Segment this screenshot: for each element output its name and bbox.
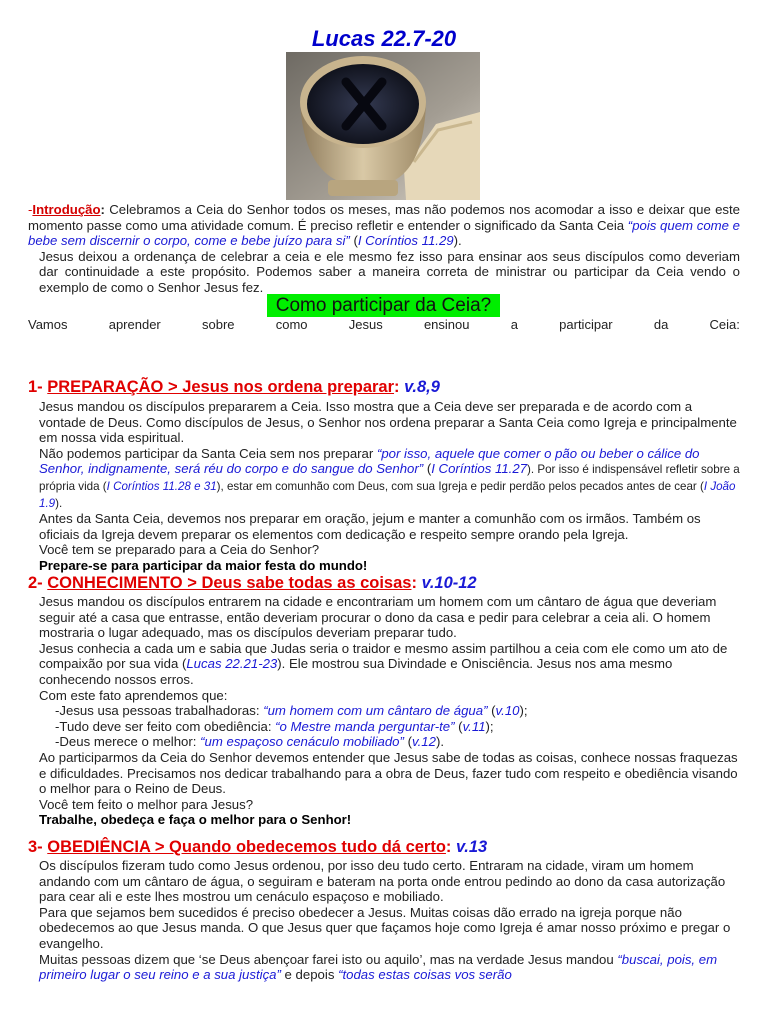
s2-exhortation: Trabalhe, obedeça e faça o melhor para o Senhor!: [39, 812, 352, 828]
s3-paragraph-2: Para que sejamos bem sucedidos é preciso obedecer a Jesus. Muitas coisas dão errado na igreja porque não obedecemos ao que Jesus manda. O que Jesus quer que façamos hoje como Igreja é amar nosso próximo e pregar o evangelho.: [39, 904, 731, 951]
s2-p2-text: Jesus conhecia a cada um e sabia que Judas seria o traidor e mesmo assim partilhou a ceia com ele como um ato de compaixão por sua vida (: [39, 640, 728, 672]
list-ref: v.10: [495, 703, 520, 719]
learn-word: da: [653, 317, 669, 332]
s2-p2-text-2: ). Ele mostrou sua Divindade e Onisciência. Jesus nos ama mesmo conhecendo nossos erros.: [39, 656, 673, 687]
s1-p2-ref-1: I Coríntios 11.27: [431, 461, 528, 477]
learn-word: aprender: [108, 317, 161, 332]
highlight-heading: Como participar da Ceia?: [267, 294, 500, 317]
section-title: OBEDIÊNCIA > Quando obedecemos tudo dá certo: [47, 838, 446, 856]
intro-ref-close: ).: [453, 233, 462, 249]
s2-list-item: [28, 719, 740, 735]
intro-text: Celebramos a Ceia do Senhor todos os meses, mas não podemos nos acomodar a isso e deixar que este momento passe como uma atividade comum. É preciso refletir e entender o significado da Santa Ceia: [28, 202, 740, 233]
s1-p2-text-3: ), estar em comunhão com Deus, com sua Igreja e pedir perdão pelos pecados antes de cear (: [216, 479, 704, 493]
section-2-heading: [28, 574, 477, 593]
intro-paragraph: [28, 202, 740, 296]
s2-question: Você tem feito o melhor para Jesus?: [39, 796, 254, 812]
section-colon: :: [394, 378, 405, 396]
list-ref-close: );: [519, 703, 528, 719]
s1-p2-close: ).: [55, 496, 63, 510]
section-2-body: [28, 594, 740, 828]
intro-colon: :: [100, 202, 105, 217]
s3-paragraph-3: [28, 952, 740, 983]
s1-p2-text-2: ). Por isso é indispensável refletir sobre a própria vida (: [39, 463, 740, 493]
s2-list-intro: Com este fato aprendemos que:: [39, 687, 228, 703]
learn-word: Jesus: [348, 317, 383, 332]
s1-question: Você tem se preparado para a Ceia do Senhor?: [39, 542, 320, 558]
list-ref: v.11: [462, 718, 486, 734]
list-ref-close: ).: [435, 734, 444, 750]
learn-word: Vamos: [28, 317, 68, 332]
list-text: -Jesus usa pessoas trabalhadoras:: [55, 703, 264, 719]
s1-p2-ref-3: I João 1.9: [39, 479, 736, 510]
s2-p2-ref: Lucas 22.21-23: [186, 656, 278, 672]
list-quote: “um homem com um cântaro de água”: [263, 703, 488, 719]
s2-list-item: [28, 703, 740, 719]
section-verse: v.8,9: [404, 378, 440, 396]
list-text: -Tudo deve ser feito com obediência:: [55, 718, 276, 734]
section-title: CONHECIMENTO > Deus sabe todas as coisas: [47, 574, 412, 592]
learn-line: [28, 317, 740, 332]
intro-paragraph-2: Jesus deixou a ordenança de celebrar a ceia e ele mesmo fez isso para ensinar aos seus discípulos como deveriam dar continuidade a este propósito. Podemos saber a maneira correta de ministrar ou participar da Ceia vendo o exemplo de como o Senhor Jesus fez.: [39, 248, 740, 295]
list-ref-close: );: [485, 718, 494, 734]
s3-p3-text: Muitas pessoas dizem que ‘se Deus abençoar farei isto ou aquilo’, mas na verdade Jesus mandou: [39, 951, 618, 967]
s1-paragraph-2: [28, 446, 740, 511]
learn-word: sobre: [201, 317, 235, 332]
list-ref-open: (: [487, 703, 496, 719]
communion-cup-icon: [286, 52, 480, 200]
intro-ref-open: (: [349, 233, 358, 249]
page-title: Lucas 22.7-20: [311, 26, 457, 51]
s1-p2-ref-open: (: [423, 461, 432, 477]
intro-ref: I Coríntios 11.29: [357, 233, 454, 249]
s3-p3-quote-2: “todas estas coisas vos serão: [338, 967, 512, 983]
s3-p3-text-2: e depois: [280, 967, 339, 983]
s1-p2-text: Não podemos participar da Santa Ceia sem nos preparar: [39, 445, 377, 461]
list-text: -Deus merece o melhor:: [55, 734, 201, 750]
s1-paragraph-1: Jesus mandou os discípulos prepararem a Ceia. Isso mostra que a Ceia deve ser preparada e de acordo com a vontade de Deus. Como discípulos de Jesus, o Senhor nos ordena preparar a Santa Ceia como Igreja e principalmente em nossa vida espiritual.: [39, 399, 737, 446]
list-ref-open: (: [403, 734, 412, 750]
learn-word: participar: [559, 317, 613, 332]
section-number: 3-: [28, 838, 48, 856]
section-verse: v.10-12: [421, 574, 477, 592]
list-ref-open: (: [454, 718, 463, 734]
list-ref: v.12: [411, 734, 436, 750]
section-colon: :: [445, 838, 457, 856]
s3-paragraph-1: Os discípulos fizeram tudo como Jesus ordenou, por isso deu tudo certo. Entraram na cidade, viram um homem andando com um cântaro de água, o seguiram e bateram na porta onde entrou pedindo ao dono da casa autorização para cear ali e este lhes mostrou um cenáculo espaçoso e mobiliado.: [39, 858, 726, 905]
s2-list-item: [28, 734, 740, 750]
section-title: PREPARAÇÃO > Jesus nos ordena preparar: [47, 378, 395, 396]
section-colon: :: [411, 574, 422, 592]
intro-label: Introdução: [32, 202, 101, 217]
list-quote: “um espaçoso cenáculo mobiliado”: [200, 734, 404, 750]
intro-dash: -: [28, 202, 33, 217]
section-number: 2-: [28, 574, 48, 592]
s2-paragraph-1: Jesus mandou os discípulos entrarem na cidade e encontrariam um homem com um cântaro de água que deveriam seguir até a casa que entrasse, então deveriam procurar o dono da casa e pedir para celebrar a ceia ali. O homem mostraria o lugar adequado, mas os discípulos deveriam preparar tudo.: [39, 594, 717, 641]
s1-p2-ref-2: I Coríntios 11.28 e 31: [106, 479, 217, 493]
section-3-heading: [28, 838, 487, 857]
s3-p3-quote-1: “buscai, pois, em primeiro lugar o seu reino e a sua justiça”: [39, 951, 718, 983]
s1-exhortation: Prepare-se para participar da maior festa do mundo!: [39, 557, 368, 573]
learn-word: a: [510, 317, 518, 332]
s1-p2-quote: “por isso, aquele que comer o pão ou beber o cálice do Senhor, indignamente, será réu do corpo e do sangue do Senhor”: [39, 445, 700, 477]
section-3-body: [28, 858, 740, 983]
section-1-body: [28, 399, 740, 574]
list-quote: “o Mestre manda perguntar-te”: [275, 718, 455, 734]
learn-word: como: [275, 317, 308, 332]
section-verse: v.13: [456, 838, 488, 856]
section-1-heading: [28, 378, 440, 397]
section-number: 1-: [28, 378, 48, 396]
s2-paragraph-3: Ao participarmos da Ceia do Senhor devemos entender que Jesus sabe de todas as coisas, conhece nossas fraquezas e dificuldades. Precisamos nos dedicar trabalhando para a obra de Deus, fazer tudo com respeito e obediência visando o melhor para o Reino de Deus.: [39, 749, 738, 797]
learn-word: ensinou: [423, 317, 470, 332]
learn-word: Ceia:: [709, 317, 740, 332]
intro-quote: “pois quem come e bebe sem discernir o corpo, come e bebe juízo para si”: [28, 217, 740, 249]
s2-paragraph-2: [28, 641, 740, 688]
communion-cup-image: [286, 52, 480, 200]
s1-paragraph-3: Antes da Santa Ceia, devemos nos preparar em oração, jejum e manter a comunhão com os irmãos. Também os oficiais da Igreja devem preparar os elementos com dedicação e respeito sempre orando pela Igreja.: [39, 511, 701, 542]
